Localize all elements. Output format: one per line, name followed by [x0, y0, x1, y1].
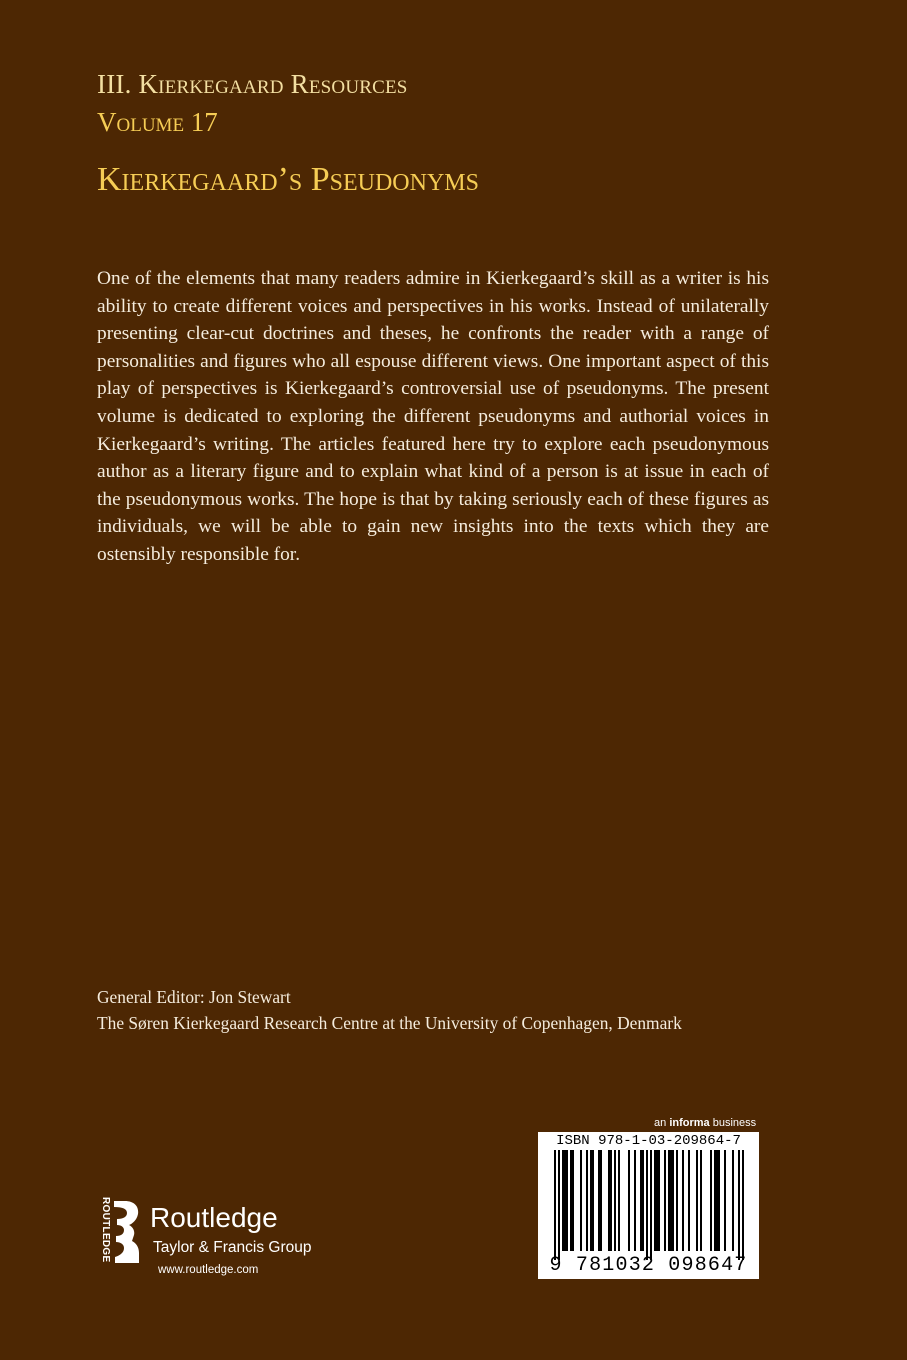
publisher-logo — [97, 1197, 357, 1277]
informa-tagline: an informa business — [654, 1117, 757, 1129]
barcode-bar — [558, 1150, 560, 1260]
barcode-bar — [700, 1150, 702, 1251]
barcode-bar — [590, 1150, 594, 1251]
book-description: One of the elements that many readers admire in Kierkegaard’s skill as a writer is his ability to create different voices and perspectives in his works. Instead of unilaterally presenting clear-cut doctrines and theses, he confronts the reader with a range of personalities and figures who all espouse different views. One important aspect of this play of perspectives is Kierkegaard’s controversial use of pseudonyms. The present volume is dedicated to exploring the different pseudonyms and authorial voices in Kierkegaard’s writing. The articles featured here try to explore each pseudonymous author as a literary figure and to explain what kind of a person is at issue in each of the pseudonymous works. The hope is that by taking seriously each of these figures as individuals, we will be able to gain new insights into the texts which they are ostensibly responsible for. — [97, 268, 769, 565]
isbn-barcode — [538, 1132, 759, 1279]
publisher-group: Taylor & Francis Group — [153, 1239, 312, 1256]
barcode-bar — [732, 1150, 734, 1251]
barcode-bar — [618, 1150, 620, 1251]
barcode-bar — [654, 1150, 660, 1251]
isbn-label: ISBN 978-1-03-209864-7 — [556, 1133, 741, 1149]
barcode-bar — [724, 1150, 726, 1251]
general-editor: General Editor: Jon Stewart — [97, 987, 291, 1007]
barcode-bar — [688, 1150, 690, 1251]
series-title: III. Kierkegaard Resources — [97, 69, 408, 99]
barcode-bar — [608, 1150, 612, 1251]
barcode-bar — [562, 1150, 568, 1251]
barcode-bar — [710, 1150, 712, 1251]
barcode-bar — [586, 1150, 588, 1251]
book-title: Kierkegaard’s Pseudonyms — [97, 161, 479, 198]
barcode-bar — [598, 1150, 602, 1251]
routledge-profile-icon — [111, 1199, 143, 1265]
volume-number: Volume 17 — [97, 107, 218, 137]
barcode-bar — [738, 1150, 740, 1260]
barcode-bar — [570, 1150, 574, 1251]
barcode-bar — [742, 1150, 744, 1260]
routledge-name: Routledge — [150, 1202, 278, 1233]
publisher-url: www.routledge.com — [158, 1264, 259, 1276]
barcode-bar — [714, 1150, 720, 1251]
ean-number: 9 781032 098647 — [549, 1254, 748, 1277]
barcode-bar — [696, 1150, 698, 1251]
barcode-bar — [668, 1150, 674, 1251]
editor-affiliation: The Søren Kierkegaard Research Centre at the University of Copenhagen, Denmark — [97, 1013, 682, 1033]
barcode-bar — [640, 1150, 644, 1251]
barcode-bar — [634, 1150, 636, 1251]
editor-block — [97, 984, 682, 1036]
barcode-bar — [628, 1150, 630, 1251]
barcode-bar — [554, 1150, 556, 1260]
barcode-bar — [676, 1150, 678, 1251]
routledge-vertical-label: ROUTLEDGE — [100, 1197, 111, 1263]
barcode-bar — [580, 1150, 582, 1251]
barcode-bar — [682, 1150, 684, 1251]
barcode-bar — [650, 1150, 652, 1260]
barcode-bar — [614, 1150, 616, 1251]
barcode-bar — [646, 1150, 648, 1260]
barcode-bar — [664, 1150, 666, 1251]
